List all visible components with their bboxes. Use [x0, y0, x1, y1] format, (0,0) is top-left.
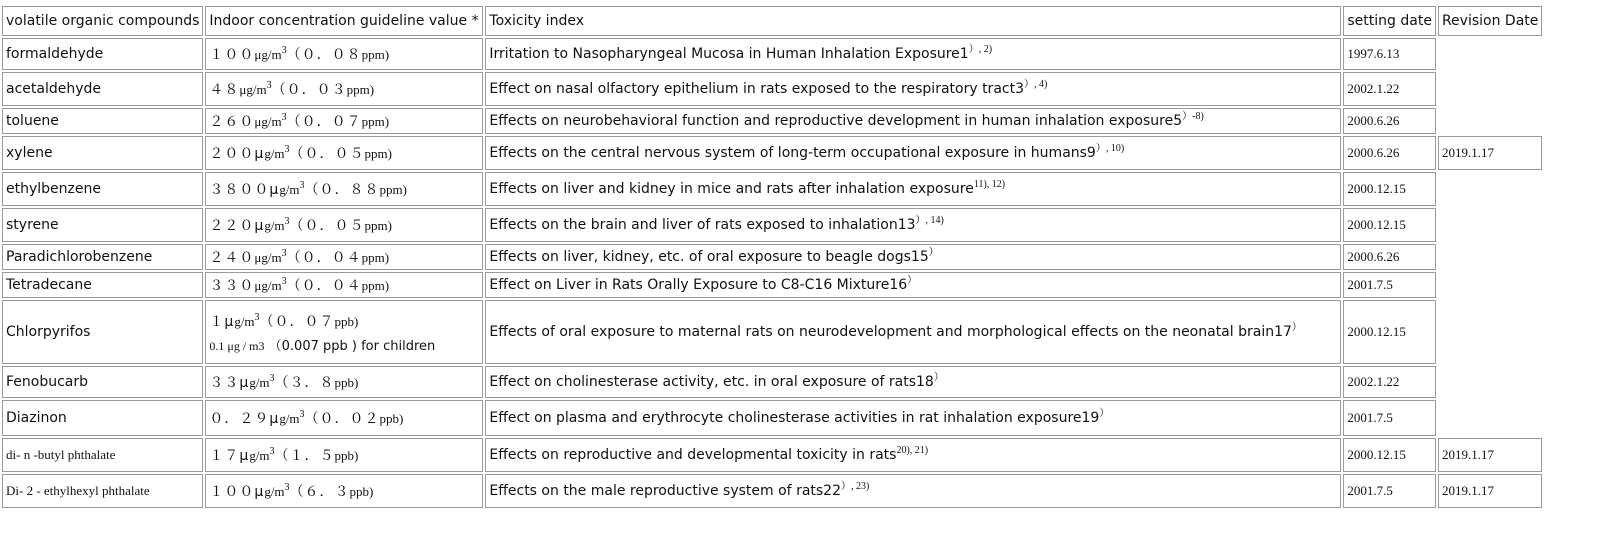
- toxicity-index: [485, 300, 1341, 364]
- toxicity-index: [485, 108, 1341, 134]
- toxicity-text: Effects on liver, kidney, etc. of oral exposure to beagle dogs15: [489, 249, 929, 265]
- guideline-value-line: [209, 146, 392, 162]
- conc-unit: g/m: [249, 375, 270, 390]
- conc-main: ２２０μ: [209, 218, 265, 234]
- conc-unit: g/m: [249, 448, 270, 463]
- guideline-value-line: [209, 375, 358, 391]
- compound-name: styrene: [2, 208, 203, 242]
- setting-date: 2000.6.26: [1343, 244, 1436, 270]
- guideline-value: [205, 244, 483, 270]
- header-toxicity: Toxicity index: [485, 6, 1341, 36]
- conc-ppm-unit: ppm): [361, 278, 390, 293]
- conc-ppm-unit: ppm): [364, 146, 392, 161]
- conc-ppm-unit: ppb): [379, 411, 404, 426]
- reference-marker: ）: [1099, 408, 1110, 419]
- conc-unit: g/m: [264, 146, 285, 161]
- toxicity-text: Effect on Liver in Rats Orally Exposure to C8-C16 Mixture16: [489, 277, 908, 293]
- setting-date: 2000.6.26: [1343, 136, 1436, 170]
- children-guideline-note: （0.007 ppb ) for children: [268, 338, 436, 354]
- toxicity-text: Effects on the male reproductive system of rats22: [489, 483, 841, 499]
- guideline-value: [205, 136, 483, 170]
- toxicity-index: [485, 272, 1341, 298]
- conc-ppm-value: （０．０７: [259, 313, 335, 330]
- guideline-value-line: [209, 448, 358, 464]
- setting-date: 2002.1.22: [1343, 72, 1436, 106]
- conc-ppm-value: （０．０４: [286, 278, 362, 294]
- conc-unit: g/m: [264, 218, 285, 233]
- children-guideline-value: 0.1 μg / m3: [209, 338, 265, 353]
- conc-unit-exponent: 3: [266, 80, 272, 91]
- conc-unit: g/m: [264, 484, 285, 499]
- table-body: [2, 38, 1542, 508]
- setting-date: 2000.6.26: [1343, 108, 1436, 134]
- revision-date: [1438, 108, 1542, 134]
- setting-date: 2001.7.5: [1343, 474, 1436, 508]
- guideline-value: [205, 72, 483, 106]
- conc-unit-exponent: 3: [281, 276, 287, 287]
- guideline-value: [205, 38, 483, 70]
- toxicity-index: [485, 366, 1341, 398]
- conc-ppm-value: （３．８: [274, 375, 335, 391]
- table-row: [2, 438, 1542, 472]
- guideline-value: [205, 366, 483, 398]
- guideline-value: [205, 400, 483, 436]
- toxicity-text: Effect on plasma and erythrocyte cholinesterase activities in rat inhalation exposure19: [489, 410, 1100, 426]
- setting-date: 2001.7.5: [1343, 272, 1436, 298]
- compound-name: Di- 2 - ethylhexyl phthalate: [2, 474, 203, 508]
- reference-marker: ）: [1291, 322, 1302, 333]
- compound-name: Fenobucarb: [2, 366, 203, 398]
- setting-date: 2000.12.15: [1343, 438, 1436, 472]
- reference-marker: ）, 10): [1095, 143, 1125, 154]
- table-row: [2, 172, 1542, 206]
- conc-ppm-value: （１．５: [274, 448, 335, 464]
- toxicity-text: Effects on liver and kidney in mice and rats after inhalation exposure: [489, 181, 974, 197]
- compound-name: Tetradecane: [2, 272, 203, 298]
- toxicity-index: [485, 400, 1341, 436]
- conc-ppm-unit: ppm): [346, 82, 375, 97]
- guideline-value-line: [209, 114, 389, 130]
- toxicity-text: Effects on neurobehavioral function and reproductive development in human inhalation exposure5: [489, 113, 1183, 129]
- setting-date: 2001.7.5: [1343, 400, 1436, 436]
- revision-date: [1438, 272, 1542, 298]
- guideline-value-line: [209, 411, 403, 427]
- revision-date: [1438, 72, 1542, 106]
- conc-main: １７μ: [209, 448, 250, 464]
- conc-main: ３８００μ: [209, 182, 280, 198]
- reference-marker: ）, 23): [841, 481, 870, 492]
- conc-ppm-unit: ppb): [349, 484, 374, 499]
- toxicity-text: Effect on cholinesterase activity, etc. in oral exposure of rats18: [489, 374, 934, 390]
- table-row: [2, 72, 1542, 106]
- header-setting-date: setting date: [1343, 6, 1436, 36]
- conc-main: ２００μ: [209, 146, 265, 162]
- compound-name: Diazinon: [2, 400, 203, 436]
- guideline-value: [205, 272, 483, 298]
- revision-date: 2019.1.17: [1438, 474, 1542, 508]
- setting-date: 1997.6.13: [1343, 38, 1436, 70]
- revision-date: [1438, 244, 1542, 270]
- conc-ppm-unit: ppb): [334, 313, 359, 329]
- header-compound: volatile organic compounds: [2, 6, 203, 36]
- compound-name: Paradichlorobenzene: [2, 244, 203, 270]
- conc-unit: μg/m: [254, 250, 282, 265]
- table-row: [2, 400, 1542, 436]
- guideline-table-container: [0, 4, 1544, 510]
- conc-unit-exponent: 3: [299, 409, 305, 420]
- conc-main: ２６０: [209, 114, 255, 130]
- table-row: [2, 474, 1542, 508]
- conc-main: １μ: [209, 313, 235, 330]
- compound-name: xylene: [2, 136, 203, 170]
- compound-name: formaldehyde: [2, 38, 203, 70]
- conc-unit: μg/m: [254, 114, 282, 129]
- guideline-value-line: [209, 182, 407, 198]
- revision-date: [1438, 400, 1542, 436]
- reference-marker: 20), 21): [896, 445, 929, 456]
- guideline-value-line: [209, 250, 389, 266]
- toxicity-text: Effects on reproductive and developmental toxicity in rats: [489, 447, 897, 463]
- conc-unit-exponent: 3: [299, 180, 305, 191]
- conc-unit: μg/m: [254, 278, 282, 293]
- conc-main: １００μ: [209, 484, 265, 500]
- toxicity-index: [485, 438, 1341, 472]
- reference-marker: ）: [907, 275, 918, 286]
- setting-date: 2000.12.15: [1343, 172, 1436, 206]
- toxicity-text: Irritation to Nasopharyngeal Mucosa in Human Inhalation Exposure1: [489, 46, 969, 62]
- toxicity-text: Effects of oral exposure to maternal rats on neurodevelopment and morphological effects on the neonatal brain17: [489, 324, 1292, 340]
- table-row: [2, 300, 1542, 364]
- toxicity-index: [485, 244, 1341, 270]
- conc-ppm-value: （０．０８: [286, 47, 362, 63]
- reference-marker: ）, 4): [1024, 79, 1048, 90]
- toxicity-index: [485, 474, 1341, 508]
- revision-date: [1438, 38, 1542, 70]
- conc-ppm-unit: ppm): [361, 250, 390, 265]
- toxicity-index: [485, 172, 1341, 206]
- guideline-value-line: [209, 278, 389, 294]
- guideline-value: [205, 438, 483, 472]
- guideline-value: [205, 108, 483, 134]
- conc-ppm-unit: ppm): [379, 182, 407, 197]
- toxicity-index: [485, 72, 1341, 106]
- conc-unit: g/m: [279, 411, 300, 426]
- reference-marker: 11), 12): [973, 179, 1006, 190]
- reference-marker: ）, 2): [968, 44, 993, 55]
- voc-guideline-table: [0, 4, 1544, 510]
- conc-unit: μg/m: [254, 47, 282, 62]
- toxicity-text: Effects on the brain and liver of rats exposed to inhalation13: [489, 217, 916, 233]
- conc-ppm-unit: ppb): [334, 375, 359, 390]
- conc-ppm-unit: ppb): [334, 448, 359, 463]
- conc-ppm-value: （０．０２: [304, 411, 380, 427]
- conc-main: ２４０: [209, 250, 255, 266]
- conc-ppm-unit: ppm): [361, 47, 390, 62]
- conc-unit-exponent: 3: [284, 144, 290, 155]
- conc-unit-exponent: 3: [284, 216, 290, 227]
- table-row: [2, 38, 1542, 70]
- conc-ppm-unit: ppm): [361, 114, 390, 129]
- toxicity-index: [485, 38, 1341, 70]
- conc-unit: g/m: [279, 182, 300, 197]
- conc-unit-exponent: 3: [281, 112, 287, 123]
- revision-date: [1438, 172, 1542, 206]
- conc-main: １００: [209, 47, 255, 63]
- compound-name: toluene: [2, 108, 203, 134]
- conc-ppm-value: （０．０４: [286, 250, 362, 266]
- conc-unit-exponent: 3: [269, 446, 275, 457]
- table-row: [2, 208, 1542, 242]
- compound-name: di- n -butyl phthalate: [2, 438, 203, 472]
- toxicity-text: Effect on nasal olfactory epithelium in rats exposed to the respiratory tract3: [489, 81, 1024, 97]
- conc-ppm-value: （０．０３: [271, 82, 347, 98]
- table-row: [2, 366, 1542, 398]
- revision-date: [1438, 208, 1542, 242]
- conc-unit: μg/m: [239, 82, 267, 97]
- conc-unit-exponent: 3: [284, 482, 290, 493]
- reference-marker: ）-8): [1182, 111, 1204, 122]
- conc-unit: g/m: [234, 313, 255, 329]
- reference-marker: ）: [933, 372, 944, 383]
- setting-date: 2000.12.15: [1343, 208, 1436, 242]
- header-revision-date: Revision Date: [1438, 6, 1542, 36]
- setting-date: 2002.1.22: [1343, 366, 1436, 398]
- guideline-value-line: [209, 218, 392, 234]
- revision-date: 2019.1.17: [1438, 136, 1542, 170]
- revision-date: [1438, 366, 1542, 398]
- table-row: [2, 244, 1542, 270]
- conc-main: ３３０: [209, 278, 255, 294]
- toxicity-index: [485, 136, 1341, 170]
- guideline-value-line: [209, 484, 373, 500]
- children-guideline-line: [209, 335, 479, 354]
- table-row: [2, 108, 1542, 134]
- revision-date: 2019.1.17: [1438, 438, 1542, 472]
- guideline-value-line: [209, 311, 359, 330]
- compound-name: ethylbenzene: [2, 172, 203, 206]
- header-row: [2, 6, 1542, 36]
- guideline-value-line: [209, 47, 389, 63]
- guideline-value: [205, 300, 483, 364]
- toxicity-index: [485, 208, 1341, 242]
- compound-name: acetaldehyde: [2, 72, 203, 106]
- conc-unit-exponent: 3: [281, 248, 287, 259]
- reference-marker: ）: [928, 247, 939, 258]
- conc-ppm-unit: ppm): [364, 218, 392, 233]
- conc-ppm-value: （０．０７: [286, 114, 362, 130]
- guideline-value: [205, 172, 483, 206]
- conc-unit-exponent: 3: [269, 373, 275, 384]
- conc-main: ０．２９μ: [209, 411, 280, 427]
- table-row: [2, 272, 1542, 298]
- conc-main: ３３μ: [209, 375, 250, 391]
- header-guideline: Indoor concentration guideline value *: [205, 6, 483, 36]
- conc-ppm-value: （０．０５: [289, 146, 365, 162]
- setting-date: 2000.12.15: [1343, 300, 1436, 364]
- revision-date: [1438, 300, 1542, 364]
- guideline-value: [205, 208, 483, 242]
- conc-ppm-value: （０．８８: [304, 182, 380, 198]
- conc-unit-exponent: 3: [281, 45, 287, 56]
- table-row: [2, 136, 1542, 170]
- guideline-value-line: [209, 82, 374, 98]
- conc-ppm-value: （０．０５: [289, 218, 365, 234]
- conc-unit-exponent: 3: [254, 311, 260, 323]
- conc-ppm-value: （６．３: [289, 484, 350, 500]
- reference-marker: ）, 14): [915, 215, 944, 226]
- compound-name: Chlorpyrifos: [2, 300, 203, 364]
- toxicity-text: Effects on the central nervous system of long-term occupational exposure in humans9: [489, 145, 1096, 161]
- guideline-value: [205, 474, 483, 508]
- conc-main: ４８: [209, 82, 240, 98]
